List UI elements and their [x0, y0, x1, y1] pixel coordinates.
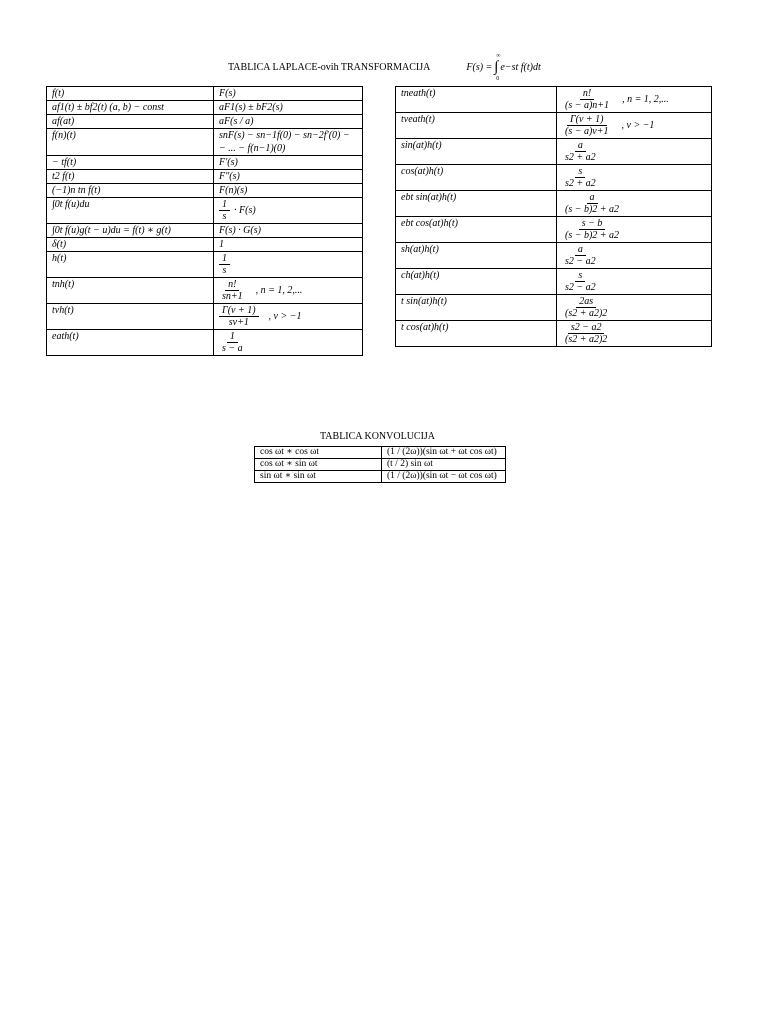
fraction-numerator: a [575, 244, 586, 256]
laplace-image [214, 304, 363, 330]
fraction-denominator: sν+1 [228, 317, 249, 328]
formula-rhs: e−st f(t)dt [500, 62, 541, 73]
transform-value: aF(s / a) [219, 116, 254, 127]
original-function [47, 170, 214, 184]
transform-fraction [562, 270, 599, 293]
function-text: eath(t) [52, 331, 79, 342]
transform-value: aF1(s) ± bF2(s) [219, 102, 283, 113]
transform-fraction [562, 140, 599, 163]
convolution-expression: cos ωt ∗ sin ωt [255, 459, 382, 471]
laplace-image [214, 129, 363, 156]
laplace-image [214, 238, 363, 252]
table-row [47, 156, 363, 170]
laplace-image [214, 330, 363, 356]
original-function [396, 321, 557, 347]
transform-fraction [562, 192, 622, 215]
table-row [396, 295, 712, 321]
laplace-image [214, 115, 363, 129]
laplace-image [557, 295, 712, 321]
table-row [396, 87, 712, 113]
function-text: sh(at)h(t) [401, 244, 439, 255]
original-function [47, 129, 214, 156]
fraction-numerator: Γ(ν + 1) [219, 305, 259, 317]
function-text: f(n)(t) [52, 130, 76, 141]
transform-tail: · F(s) [234, 204, 256, 216]
title-text: TABLICA LAPLACE-ovih TRANSFORMACIJA [228, 62, 431, 73]
laplace-image [557, 321, 712, 347]
transform-value: F(s) · G(s) [219, 225, 261, 236]
fraction-denominator: (s − b)2 + a2 [565, 204, 620, 215]
original-function [47, 224, 214, 238]
table-row [396, 321, 712, 347]
fraction-denominator: s2 − a2 [565, 256, 596, 267]
original-function [396, 87, 557, 113]
fraction-numerator: 2as [576, 296, 596, 308]
function-text: t cos(at)h(t) [401, 322, 449, 333]
fraction-denominator: (s2 + a2)2 [565, 334, 608, 345]
fraction-numerator: n! [225, 279, 239, 291]
original-function [396, 295, 557, 321]
table-row [396, 139, 712, 165]
transform-condition: , ν > −1 [268, 310, 302, 322]
fraction-denominator: (s − a)n+1 [565, 100, 610, 111]
function-text: f(t) [52, 88, 65, 99]
table-row [47, 115, 363, 129]
function-text: ch(at)h(t) [401, 270, 440, 281]
transform-fraction [219, 253, 230, 276]
function-text: af1(t) ± bf2(t) (a, b) − const [52, 102, 164, 113]
laplace-image [557, 87, 712, 113]
laplace-image [214, 184, 363, 198]
original-function [47, 330, 214, 356]
laplace-image [214, 87, 363, 101]
convolution-expression: sin ωt ∗ sin ωt [255, 471, 382, 483]
convolution-result: (1 / (2ω))(sin ωt − ωt cos ωt) [382, 471, 506, 483]
original-function [47, 101, 214, 115]
fraction-denominator: s [222, 211, 227, 222]
fraction-numerator: s [575, 270, 585, 282]
laplace-table-right [395, 86, 712, 347]
original-function [47, 87, 214, 101]
original-function [47, 184, 214, 198]
transform-fraction [562, 218, 622, 241]
fraction-denominator: sn+1 [222, 291, 243, 302]
original-function [47, 304, 214, 330]
laplace-image [214, 278, 363, 304]
formula-lhs: F(s) = [466, 62, 493, 73]
transform-value: F(s) [219, 88, 236, 99]
table-row [396, 191, 712, 217]
integral-lower-limit: 0 [496, 76, 500, 82]
fraction-denominator: s2 + a2 [565, 178, 596, 189]
fraction-numerator: 1 [219, 253, 230, 265]
function-text: tνeath(t) [401, 114, 435, 125]
original-function [47, 252, 214, 278]
transform-fraction [562, 244, 599, 267]
original-function [396, 139, 557, 165]
laplace-image [557, 113, 712, 139]
convolution-result: (1 / (2ω))(sin ωt + ωt cos ωt) [382, 447, 506, 459]
laplace-table-left [46, 86, 363, 356]
transform-condition: , ν > −1 [621, 119, 655, 131]
table-row [47, 198, 363, 224]
original-function [47, 238, 214, 252]
fraction-denominator: s − a [222, 343, 243, 354]
function-text: tνh(t) [52, 305, 74, 316]
laplace-image [557, 269, 712, 295]
laplace-image [557, 217, 712, 243]
table-row [47, 238, 363, 252]
original-function [396, 165, 557, 191]
function-text: ∫0t f(u)g(t − u)du = f(t) ∗ g(t) [52, 225, 171, 236]
laplace-image [557, 165, 712, 191]
original-function [396, 217, 557, 243]
function-text: cos(at)h(t) [401, 166, 444, 177]
transform-fraction [562, 296, 610, 319]
convolution-title: TABLICA KONVOLUCIJA [320, 431, 436, 442]
table-row [396, 243, 712, 269]
original-function [47, 115, 214, 129]
function-text: (−1)n tn f(t) [52, 185, 101, 196]
table-row [47, 87, 363, 101]
laplace-image [214, 170, 363, 184]
table-row [47, 304, 363, 330]
convolution-table [254, 446, 506, 483]
original-function [47, 156, 214, 170]
function-text: ∫0t f(u)du [52, 199, 90, 210]
integral-upper-limit: ∞ [496, 53, 501, 59]
transform-value: snF(s) − sn−1f(0) − sn−2f′(0) − − ... − f(n−1)(0) [219, 130, 350, 154]
table-row [47, 278, 363, 304]
fraction-numerator: n! [580, 88, 594, 100]
original-function [396, 269, 557, 295]
transform-fraction [562, 88, 612, 111]
fraction-numerator: 1 [219, 199, 230, 211]
transform-condition: , n = 1, 2,... [622, 93, 669, 105]
function-text: af(at) [52, 116, 75, 127]
original-function [47, 198, 214, 224]
table-row [396, 165, 712, 191]
original-function [396, 113, 557, 139]
table-row [47, 330, 363, 356]
fraction-denominator: s2 − a2 [565, 282, 596, 293]
table-row [396, 217, 712, 243]
laplace-image [214, 224, 363, 238]
fraction-denominator: (s − b)2 + a2 [565, 230, 620, 241]
fraction-numerator: 1 [227, 331, 238, 343]
function-text: sin(at)h(t) [401, 140, 442, 151]
fraction-denominator: s2 + a2 [565, 152, 596, 163]
table-row [47, 129, 363, 156]
function-text: t sin(at)h(t) [401, 296, 447, 307]
laplace-image [557, 243, 712, 269]
original-function [47, 278, 214, 304]
transform-fraction [562, 114, 612, 137]
transform-fraction [219, 199, 230, 222]
laplace-image [214, 156, 363, 170]
function-text: ebt cos(at)h(t) [401, 218, 458, 229]
table-row [47, 252, 363, 278]
transform-fraction [219, 279, 246, 302]
function-text: tnh(t) [52, 279, 75, 290]
table-row [47, 170, 363, 184]
transform-fraction [219, 331, 246, 354]
table-row [396, 269, 712, 295]
function-text: ebt sin(at)h(t) [401, 192, 457, 203]
table-row [255, 471, 506, 483]
transform-value: F(n)(s) [219, 185, 248, 196]
fraction-numerator: s2 − a2 [568, 322, 605, 334]
function-text: δ(t) [52, 239, 67, 250]
laplace-image [214, 252, 363, 278]
fraction-denominator: (s2 + a2)2 [565, 308, 608, 319]
original-function [396, 243, 557, 269]
original-function [396, 191, 557, 217]
table-row [255, 447, 506, 459]
transform-condition: , n = 1, 2,... [255, 284, 303, 296]
convolution-expression: cos ωt ∗ cos ωt [255, 447, 382, 459]
laplace-image [214, 198, 363, 224]
function-text: − tf(t) [52, 157, 77, 168]
fraction-numerator: a [587, 192, 598, 204]
table-row [47, 101, 363, 115]
table-row [47, 184, 363, 198]
fraction-numerator: Γ(ν + 1) [567, 114, 607, 126]
fraction-denominator: (s − a)ν+1 [565, 126, 609, 137]
convolution-result: (t / 2) sin ωt [382, 459, 506, 471]
transform-fraction [562, 322, 610, 345]
fraction-numerator: s − b [579, 218, 606, 230]
transform-fraction [562, 166, 599, 189]
laplace-image [557, 191, 712, 217]
table-row [255, 459, 506, 471]
table-row [47, 224, 363, 238]
transform-value: F″(s) [219, 171, 240, 182]
transform-value: 1 [219, 239, 224, 250]
laplace-image [214, 101, 363, 115]
function-text: h(t) [52, 253, 67, 264]
fraction-numerator: s [575, 166, 585, 178]
laplace-image [557, 139, 712, 165]
page-title [228, 53, 541, 82]
integral-sign: ∫ ∞ 0 [494, 53, 501, 82]
fraction-denominator: s [222, 265, 227, 276]
transform-fraction [219, 305, 259, 328]
fraction-numerator: a [575, 140, 586, 152]
function-text: tneath(t) [401, 88, 436, 99]
table-row [396, 113, 712, 139]
laplace-definition-formula [466, 53, 541, 82]
function-text: t2 f(t) [52, 171, 75, 182]
transform-value: F′(s) [219, 157, 238, 168]
